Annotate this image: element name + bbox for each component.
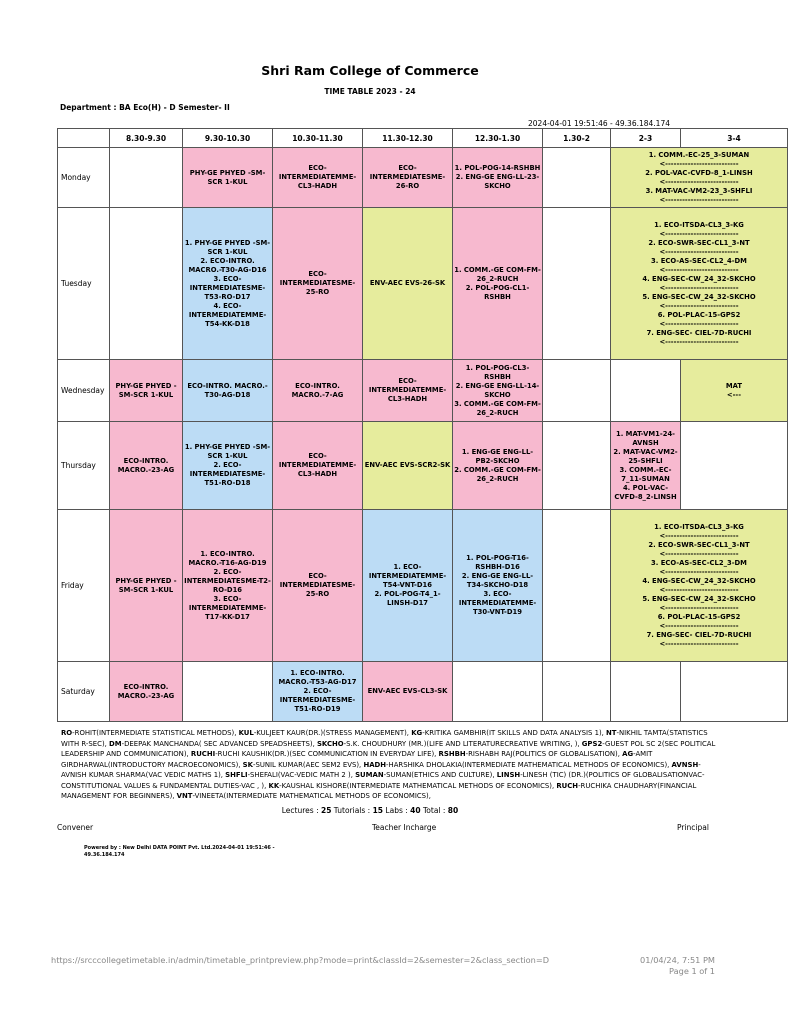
faculty-description: -DEEPAK MANCHANDA( SEC ADVANCED SPEADSHEETS), <box>121 739 317 748</box>
day-label: Saturday <box>58 662 110 722</box>
time-slot-header: 3-4 <box>681 129 788 148</box>
empty-cell <box>183 662 273 722</box>
timetable-grid <box>57 128 788 722</box>
day-label: Thursday <box>58 422 110 510</box>
day-row <box>58 422 788 510</box>
class-cell: ECO-INTERMEDIATESME-25-RO <box>273 208 363 360</box>
empty-cell <box>543 148 611 208</box>
class-cell: 1. ECO-ITSDA-CL3_3-KG <-------------------------- 2. ECO-SWR-SEC-CL1_3-NT <-------------------------- 3. ECO-AS-SEC-CL2_4-DM <-------------------------- 4. ENG-SEC-CW_24_32-SKCHO <-------------------------- 5. ENG-SEC-CW_24_32-SKCHO <-------------------------- 6. POL-PLAC-15-GPS2 <-------------------------- 7. ENG-SEC- CIEL-7D-RUCHI <-------------------------- <box>611 208 788 360</box>
faculty-code: HADH <box>363 760 387 769</box>
class-cell: 1. ENG-GE ENG-LL-PB2-SKCHO 2. COMM.-GE COM-FM-26_2-RUCH <box>453 422 543 510</box>
faculty-description: -HARSHIKA DHOLAKIA(INTERMEDIATE MATHEMATICAL METHODS OF ECONOMICS), <box>386 760 672 769</box>
day-row <box>58 148 788 208</box>
labs-label: Labs : <box>383 806 411 815</box>
faculty-code: AG <box>622 750 634 758</box>
total-count: 80 <box>447 806 459 815</box>
class-cell: ECO-INTRO. MACRO.-23-AG <box>110 422 183 510</box>
tutorials-count: 15 <box>372 806 384 815</box>
time-slot-header: 12.30-1.30 <box>453 129 543 148</box>
class-cell: ECO-INTRO. MACRO.-7-AG <box>273 360 363 422</box>
faculty-description: -AMIT GIRDHARWAL(INTRODUCTORY MACROECONOMICS), <box>61 750 653 769</box>
faculty-code: KK <box>268 781 280 790</box>
class-cell: 1. ECO-INTERMEDIATEMME-T54-VNT-D16 2. POL-POG-T4_1-LINSH-D17 <box>363 510 453 662</box>
print-date: 01/04/24, 7:51 PM <box>640 955 715 965</box>
faculty-description: -AVNISH KUMAR SHARMA(VAC VEDIC MATHS 1), <box>61 760 701 779</box>
class-cell: ECO-INTERMEDIATEMME-CL3-HADH <box>363 360 453 422</box>
faculty-description: -RUCHIKA CHAUDHARY(FINANCIAL MANAGEMENT FOR BEGINNERS), <box>61 781 697 800</box>
day-label: Monday <box>58 148 110 208</box>
class-cell: ECO-INTERMEDIATESME-26-RO <box>363 148 453 208</box>
class-cell: 1. POL-POG-T16-RSHBH-D16 2. ENG-GE ENG-LL-T34-SKCHO-D18 3. ECO-INTERMEDIATEMME-T30-VNT-D19 <box>453 510 543 662</box>
class-cell: 1. ECO-INTRO. MACRO.-T53-AG-D17 2. ECO-INTERMEDIATESME-T51-RO-D19 <box>273 662 363 722</box>
faculty-code: NT <box>606 729 617 737</box>
faculty-description: -SUMAN(ETHICS AND CULTURE), <box>383 771 497 779</box>
empty-cell <box>543 662 611 722</box>
faculty-code: RUCHI <box>190 750 216 758</box>
faculty-code: RO <box>61 729 73 737</box>
header-corner <box>58 129 110 148</box>
empty-cell <box>543 510 611 662</box>
faculty-code: KG <box>411 729 423 737</box>
time-slot-header: 9.30-10.30 <box>183 129 273 148</box>
class-cell: ECO-INTRO. MACRO.-23-AG <box>110 662 183 722</box>
day-label: Tuesday <box>58 208 110 360</box>
class-cell: 1. ECO-ITSDA-CL3_3-KG <-------------------------- 2. ECO-SWR-SEC-CL1_3-NT <-------------------------- 3. ECO-AS-SEC-CL2_3-DM <-------------------------- 4. ENG-SEC-CW_24_32-SKCHO <-------------------------- 5. ENG-SEC-CW_24_32-SKCHO <-------------------------- 6. POL-PLAC-15-GPS2 <-------------------------- 7. ENG-SEC- CIEL-7D-RUCHI <-------------------------- <box>611 510 788 662</box>
tutorials-label: Tutorials : <box>331 806 373 815</box>
faculty-description: -KRITIKA GAMBHIR(IT SKILLS AND DATA ANALYSIS 1), <box>422 729 607 737</box>
time-slot-header: 2-3 <box>611 129 681 148</box>
day-row <box>58 360 788 422</box>
class-cell: ECO-INTERMEDIATEMME-CL3-HADH <box>273 422 363 510</box>
faculty-description: -KULJEET KAUR(DR.)(STRESS MANAGEMENT), <box>253 729 412 737</box>
principal-signature: Principal <box>677 823 709 832</box>
class-cell: ECO-INTRO. MACRO.-T30-AG-D18 <box>183 360 273 422</box>
class-cell: ENV-AEC EVS-26-SK <box>363 208 453 360</box>
time-slot-header: 11.30-12.30 <box>363 129 453 148</box>
page-number: Page 1 of 1 <box>669 966 715 976</box>
page-url[interactable]: https://srcccollegetimetable.in/admin/timetable_printpreview.php?mode=print&classId=2&semester=2&class_section=D <box>51 955 550 965</box>
faculty-description: -KAUSHAL KISHORE(INTERMEDIATE MATHEMATICAL METHODS OF ECONOMICS), <box>279 781 557 790</box>
faculty-description: -S.K. CHOUDHURY (MR.)(LIFE AND LITERATURECREATIVE WRITING, ), <box>343 739 582 748</box>
class-cell: 1. PHY-GE PHYED -SM-SCR 1-KUL 2. ECO-INTERMEDIATESME-T51-RO-D18 <box>183 422 273 510</box>
class-cell: 1. POL-POG-CL3-RSHBH 2. ENG-GE ENG-LL-14-SKCHO 3. COMM.-GE COM-FM-26_2-RUCH <box>453 360 543 422</box>
class-cell: PHY-GE PHYED -SM-SCR 1-KUL <box>110 510 183 662</box>
empty-cell <box>681 662 788 722</box>
time-slot-header: 1.30-2 <box>543 129 611 148</box>
lectures-label: Lectures : <box>281 806 321 815</box>
faculty-description: -GUEST POL SC 2(SEC POLITICAL LEADERSHIP AND COMMUNICATION), <box>61 739 716 758</box>
empty-cell <box>110 148 183 208</box>
time-slot-header: 8.30-9.30 <box>110 129 183 148</box>
faculty-code: LINSH <box>496 771 521 779</box>
class-cell: 1. POL-POG-14-RSHBH 2. ENG-GE ENG-LL-23-SKCHO <box>453 148 543 208</box>
empty-cell <box>611 360 681 422</box>
faculty-code: SUMAN <box>355 771 384 779</box>
class-cell: 1. ECO-INTRO. MACRO.-T16-AG-D19 2. ECO-INTERMEDIATESME-T2-RO-D16 3. ECO-INTERMEDIATEMME-T17-KK-D17 <box>183 510 273 662</box>
empty-cell <box>543 208 611 360</box>
empty-cell <box>611 662 681 722</box>
empty-cell <box>681 422 788 510</box>
total-label: Total : <box>420 806 448 815</box>
period-totals <box>0 806 740 815</box>
class-cell: 1. COMM.-EC-25_3-SUMAN <-------------------------- 2. POL-VAC-CVFD-8_1-LINSH <-------------------------- 3. MAT-VAC-VM2-23_3-SHFLI <-------------------------- <box>611 148 788 208</box>
faculty-code: SHFLI <box>225 771 248 779</box>
faculty-description: -SHEFALI(VAC-VEDIC MATH 2 ), <box>247 771 356 779</box>
day-row <box>58 208 788 360</box>
timetable-header-row <box>58 129 788 148</box>
day-row <box>58 662 788 722</box>
class-cell: PHY-GE PHYED -SM-SCR 1-KUL <box>183 148 273 208</box>
faculty-code: GPS2 <box>581 739 603 748</box>
print-meta <box>635 955 715 977</box>
faculty-description: -LINESH (TIC) (DR.)(POLITICS OF GLOBALISATIONVAC-CONSTITUTIONAL VALUES & FUNDAMENTAL DUTIES-VAC , ), <box>61 771 705 790</box>
faculty-code: SKCHO <box>316 739 344 748</box>
faculty-code: VNT <box>176 792 193 800</box>
faculty-description: -NIKHIL TAMTA(STATISTICS WITH R-SEC), <box>61 729 708 748</box>
faculty-code: RUCH <box>556 781 579 790</box>
empty-cell <box>110 208 183 360</box>
class-cell: 1. COMM.-GE COM-FM-26_2-RUCH 2. POL-POG-CL1-RSHBH <box>453 208 543 360</box>
empty-cell <box>543 360 611 422</box>
class-cell: ECO-INTERMEDIATEMME-CL3-HADH <box>273 148 363 208</box>
class-cell: 1. MAT-VM1-24-AVNSH 2. MAT-VAC-VM2-25-SHFLI 3. COMM.-EC-7_11-SUMAN 4. POL-VAC-CVFD-8_2-LINSH <box>611 422 681 510</box>
day-row <box>58 510 788 662</box>
generated-stamp: 2024-04-01 19:51:46 - 49.36.184.174 <box>528 119 670 128</box>
faculty-description: -RUCHI KAUSHIK(DR.)(SEC COMMUNICATION IN EVERYDAY LIFE), <box>215 750 439 758</box>
department-label: Department : BA Eco(H) - D Semester- II <box>60 103 230 112</box>
class-cell: PHY-GE PHYED -SM-SCR 1-KUL <box>110 360 183 422</box>
college-title: Shri Ram College of Commerce <box>261 63 479 78</box>
class-cell: ENV-AEC EVS-CL3-SK <box>363 662 453 722</box>
faculty-code: AVNSH <box>671 760 699 769</box>
time-slot-header: 10.30-11.30 <box>273 129 363 148</box>
day-label: Friday <box>58 510 110 662</box>
class-cell: 1. PHY-GE PHYED -SM-SCR 1-KUL 2. ECO-INTRO. MACRO.-T30-AG-D16 3. ECO-INTERMEDIATESME-T53-RO-D17 4. ECO-INTERMEDIATEMME-T54-KK-D18 <box>183 208 273 360</box>
class-cell: MAT <--- <box>681 360 788 422</box>
empty-cell <box>543 422 611 510</box>
timetable-container <box>57 128 756 722</box>
faculty-description: -VINEETA(INTERMEDIATE MATHEMATICAL METHODS OF ECONOMICS), <box>192 792 431 800</box>
timetable-title: TIME TABLE 2023 - 24 <box>324 87 416 96</box>
faculty-code: KUL <box>238 729 254 737</box>
faculty-description: -SUNIL KUMAR(AEC SEM2 EVS), <box>252 760 364 769</box>
class-cell: ECO-INTERMEDIATESME-25-RO <box>273 510 363 662</box>
empty-cell <box>453 662 543 722</box>
faculty-description: -RISHABH RAJ(POLITICS OF GLOBALISATION), <box>465 750 623 758</box>
faculty-code: RSHBH <box>438 750 466 758</box>
labs-count: 40 <box>410 806 421 815</box>
day-label: Wednesday <box>58 360 110 422</box>
powered-by-note: Powered by : New Delhi DATA POINT Pvt. Ltd.2024-04-01 19:51:46 - 49.36.184.174 <box>84 845 275 858</box>
convener-signature: Convener <box>57 823 94 832</box>
faculty-code: SK <box>242 760 253 769</box>
faculty-code: DM <box>109 739 122 748</box>
teacher-incharge-signature: Teacher Incharge <box>372 823 437 832</box>
faculty-description: -ROHIT(INTERMEDIATE STATISTICAL METHODS), <box>72 729 239 737</box>
faculty-legend <box>61 728 721 802</box>
lectures-count: 25 <box>320 806 332 815</box>
class-cell: ENV-AEC EVS-SCR2-SK <box>363 422 453 510</box>
